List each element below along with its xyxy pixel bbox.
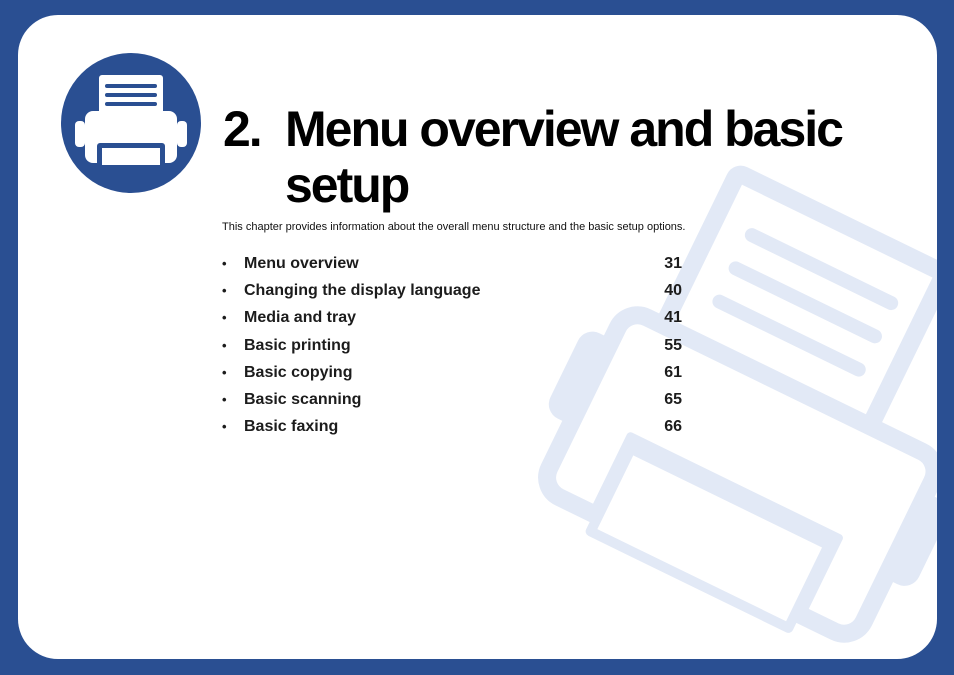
toc-item-label[interactable]: Basic faxing xyxy=(244,418,339,436)
toc-item-basic-faxing[interactable] xyxy=(222,416,682,443)
table-of-contents xyxy=(222,253,682,443)
toc-item-page[interactable]: 55 xyxy=(664,336,682,354)
chapter-title-line2: setup xyxy=(285,157,409,213)
toc-item-label[interactable]: Basic scanning xyxy=(244,390,362,408)
toc-item-basic-copying[interactable] xyxy=(222,362,682,389)
chapter-page xyxy=(18,15,937,659)
chapter-intro: This chapter provides information about the overall menu structure and the basic setup options. xyxy=(222,221,686,233)
toc-item-media-and-tray[interactable] xyxy=(222,307,682,334)
toc-item-label[interactable]: Menu overview xyxy=(244,255,359,272)
chapter-title-line1: Menu overview and basic xyxy=(285,101,842,157)
toc-item-changing-display-language[interactable] xyxy=(222,280,682,307)
toc-item-basic-printing[interactable] xyxy=(222,335,682,362)
bullet-icon: • xyxy=(222,391,227,407)
bullet-icon: • xyxy=(222,283,227,299)
toc-item-page[interactable]: 65 xyxy=(664,390,682,408)
bullet-icon: • xyxy=(222,337,227,353)
toc-item-page[interactable]: 61 xyxy=(664,363,682,381)
toc-item-page[interactable]: 66 xyxy=(664,418,682,436)
chapter-title xyxy=(223,101,842,213)
toc-item-label[interactable]: Basic copying xyxy=(244,363,353,381)
bullet-icon: • xyxy=(222,419,227,435)
toc-item-menu-overview[interactable] xyxy=(222,253,682,280)
bullet-icon: • xyxy=(222,364,227,380)
printer-icon xyxy=(61,53,201,193)
toc-item-page[interactable]: 40 xyxy=(664,282,682,300)
toc-item-label[interactable]: Basic printing xyxy=(244,336,351,354)
toc-item-label[interactable]: Media and tray xyxy=(244,309,357,327)
toc-item-page[interactable]: 31 xyxy=(664,255,682,272)
toc-item-basic-scanning[interactable] xyxy=(222,389,682,416)
chapter-number: 2. xyxy=(223,101,261,157)
toc-item-label[interactable]: Changing the display language xyxy=(244,282,481,300)
toc-item-page[interactable]: 41 xyxy=(664,309,682,327)
bullet-icon: • xyxy=(222,256,227,271)
bullet-icon: • xyxy=(222,310,227,326)
